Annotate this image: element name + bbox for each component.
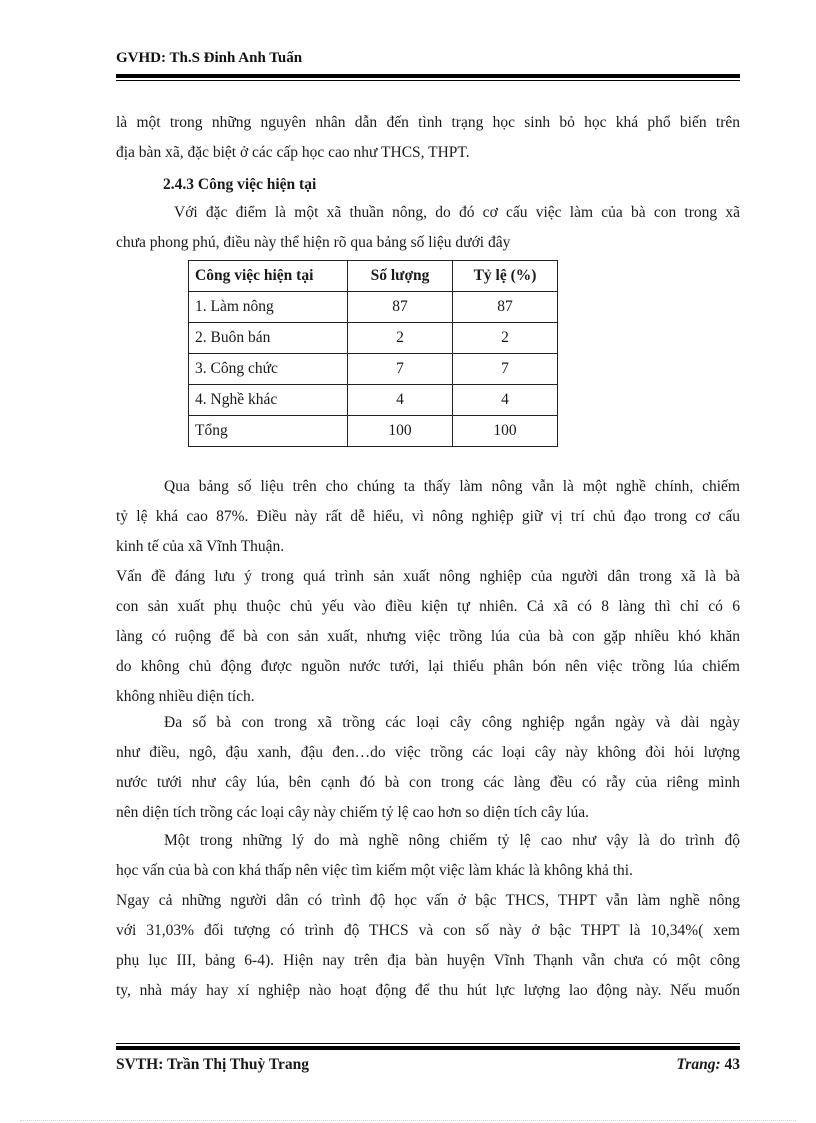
table-cell: Tổng (189, 416, 348, 447)
text-line: nên diện tích trồng các loại cây này chiếm tỷ lệ cao hơn so diện tích cây lúa. (116, 804, 590, 821)
text-line: ty, nhà máy hay xí nghiệp nào hoạt động để thu hút lực lượng lao động này. Nếu muốn (116, 982, 740, 999)
table-cell: 4. Nghề khác (189, 385, 348, 416)
text-line: là một trong những nguyên nhân dẫn đến tình trạng học sinh bỏ học khá phổ biến trên (116, 114, 740, 131)
page-edge-divider (20, 1120, 796, 1121)
employment-table (188, 260, 558, 447)
table-header-row (189, 261, 558, 292)
text-line: Một trong những lý do mà nghề nông chiếm tỷ lệ cao như vậy là do trình độ (164, 832, 740, 849)
text-line: không nhiều diện tích. (116, 688, 255, 705)
text-line: Đa số bà con trong xã trồng các loại cây công nghiệp ngắn ngày và dài ngày (164, 714, 740, 731)
page-label: Trang: (676, 1056, 721, 1073)
table-cell: 7 (348, 354, 453, 385)
table-cell: 7 (453, 354, 558, 385)
text-line: Vấn đề đáng lưu ý trong quá trình sản xuất nông nghiệp của người dân trong xã là bà (116, 568, 740, 585)
text-line: Ngay cả những người dân có trình độ học vấn ở bậc THCS, THPT vẫn làm nghề nông (116, 892, 740, 909)
text-line: với 31,03% đối tượng có trình độ THCS và con số này ở bậc THPT là 10,34%( xem (116, 922, 740, 939)
table-cell: 2 (348, 323, 453, 354)
footer-rule-thin (116, 1043, 740, 1044)
text-line: làng có ruộng để bà con sản xuất, nhưng việc trồng lúa của bà con gặp nhiều khó khăn (116, 628, 740, 645)
footer-page (676, 1056, 740, 1074)
footer-author: SVTH: Trần Thị Thuỳ Trang (116, 1056, 309, 1073)
table-cell: 1. Làm nông (189, 292, 348, 323)
table-cell: 100 (348, 416, 453, 447)
table-cell: 4 (348, 385, 453, 416)
column-header: Số lượng (348, 261, 453, 292)
header-rule (116, 74, 740, 78)
footer-rule (116, 1046, 740, 1050)
text-line: học vấn của bà con khá thấp nên việc tìm kiếm một việc làm khác là không khả thi. (116, 862, 633, 879)
column-header: Công việc hiện tại (189, 261, 348, 292)
text-line: Qua bảng số liệu trên cho chúng ta thấy làm nông vẫn là một nghề chính, chiếm (164, 478, 740, 495)
text-line: nước tưới như cây lúa, bên cạnh đó bà con trong các làng đều có rẫy của riêng mình (116, 774, 740, 791)
table-cell: 2. Buôn bán (189, 323, 348, 354)
table-cell: 4 (453, 385, 558, 416)
table-cell: 87 (348, 292, 453, 323)
text-line: địa bàn xã, đặc biệt ở các cấp học cao như THCS, THPT. (116, 144, 470, 161)
text-line: chưa phong phú, điều này thể hiện rõ qua bảng số liệu dưới đây (116, 234, 511, 251)
column-header: Tỷ lệ (%) (453, 261, 558, 292)
table-row (189, 354, 558, 385)
text-line: do không chủ động được nguồn nước tưới, lại thiếu phân bón nên việc trồng lúa chiếm (116, 658, 740, 675)
text-line: tỷ lệ khá cao 87%. Điều này rất dễ hiểu, vì nông nghiệp giữ vị trí chủ đạo trong cơ cấu (116, 508, 740, 525)
text-line: kinh tế của xã Vĩnh Thuận. (116, 538, 285, 555)
header-rule-thin (116, 80, 740, 81)
table-cell: 3. Công chức (189, 354, 348, 385)
table-cell: 100 (453, 416, 558, 447)
text-line: như điều, ngô, đậu xanh, đậu đen…do việc trồng các loại cây này không đòi hỏi lượng (116, 744, 740, 761)
text-line: phụ lục III, bảng 6-4). Hiện nay trên địa bàn huyện Vĩnh Thạnh vẫn chưa có một công (116, 952, 740, 969)
table-cell: 87 (453, 292, 558, 323)
text-line: con sản xuất phụ thuộc chủ yếu vào điều kiện tự nhiên. Cả xã có 8 làng thì chỉ có 6 (116, 598, 740, 615)
page-header: GVHD: Th.S Đinh Anh Tuấn (116, 50, 303, 66)
section-heading: 2.4.3 Công việc hiện tại (163, 176, 317, 193)
table-row (189, 292, 558, 323)
table-cell: 2 (453, 323, 558, 354)
text-line: Với đặc điểm là một xã thuần nông, do đó cơ cấu việc làm của bà con trong xã (174, 204, 740, 221)
table-row (189, 385, 558, 416)
page-number: 43 (724, 1056, 740, 1073)
table-total-row (189, 416, 558, 447)
table-row (189, 323, 558, 354)
